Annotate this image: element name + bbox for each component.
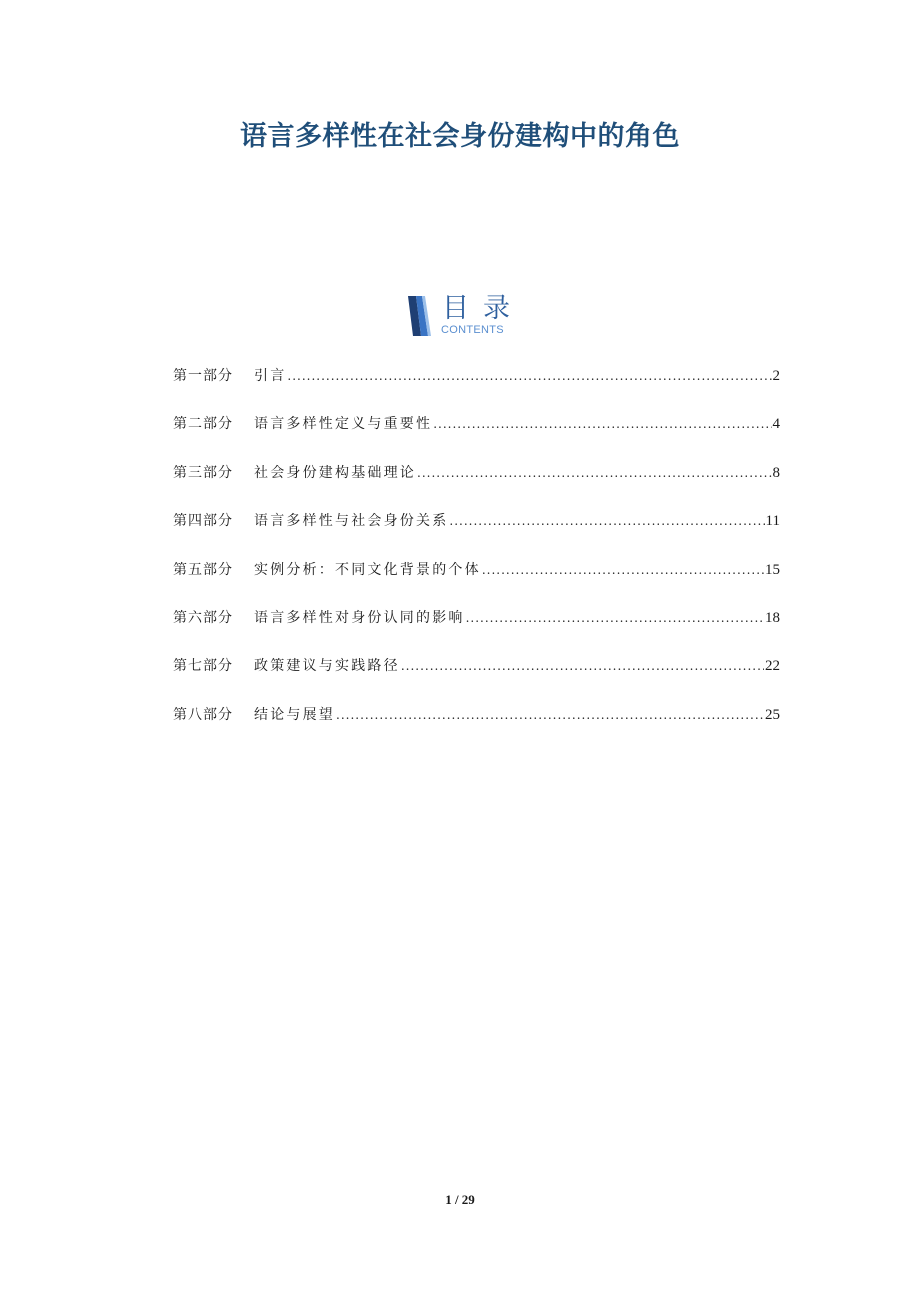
toc-entry-label: 引言: [254, 368, 287, 384]
toc-entry-part: 第五部分: [173, 561, 233, 578]
toc-entry-label: 结论与展望: [254, 706, 335, 723]
toc-entry-8[interactable]: [173, 705, 780, 753]
toc-entry-2[interactable]: [173, 414, 780, 462]
toc-leader-dots: [449, 511, 764, 531]
toc-entry-page: 11: [765, 513, 780, 530]
toc-entry-part: 第六部分: [173, 609, 233, 626]
toc-header: [404, 294, 534, 340]
toc-entry-page: 25: [765, 706, 780, 723]
book-stripes-logo-icon: [404, 294, 434, 338]
toc-entry-part: 第一部分: [173, 368, 233, 384]
toc-entry-page: 15: [765, 561, 780, 578]
toc-entry-page: 2: [772, 368, 780, 384]
toc-entry-page: 8: [772, 464, 780, 481]
toc-list: [173, 366, 780, 753]
document-title: 语言多样性在社会身份建构中的角色: [240, 121, 680, 152]
toc-leader-dots: [466, 608, 764, 628]
toc-subheading: CONTENTS: [441, 324, 504, 336]
page-number-indicator: 1 / 29: [445, 1192, 475, 1207]
toc-entry-label: 语言多样性定义与重要性: [254, 416, 433, 433]
toc-entry-part: 第八部分: [173, 706, 233, 723]
toc-entry-page: 4: [772, 416, 780, 433]
toc-leader-dots: [482, 560, 764, 580]
toc-entry-part: 第七部分: [173, 658, 233, 675]
toc-entry-label: 语言多样性对身份认同的影响: [254, 609, 465, 626]
toc-entry-label: 社会身份建构基础理论: [254, 464, 416, 481]
toc-entry-label: 语言多样性与社会身份关系: [254, 513, 449, 530]
toc-entry-page: 22: [765, 658, 780, 675]
toc-leader-dots: [401, 656, 764, 676]
toc-entry-part: 第三部分: [173, 464, 233, 481]
toc-entry-page: 18: [765, 609, 780, 626]
toc-leader-dots: [287, 366, 771, 386]
toc-entry-part: 第二部分: [173, 416, 233, 433]
toc-entry-label: 实例分析：不同文化背景的个体: [254, 561, 481, 578]
toc-leader-dots: [433, 414, 771, 434]
toc-entry-7[interactable]: [173, 656, 780, 704]
toc-entry-3[interactable]: [173, 463, 780, 511]
toc-entry-4[interactable]: [173, 511, 780, 559]
toc-entry-6[interactable]: [173, 608, 780, 656]
toc-leader-dots: [336, 705, 764, 725]
toc-entry-part: 第四部分: [173, 513, 233, 530]
toc-entry-label: 政策建议与实践路径: [254, 658, 400, 675]
toc-entry-5[interactable]: [173, 560, 780, 608]
toc-heading: 目录: [442, 293, 524, 324]
toc-leader-dots: [417, 463, 772, 483]
toc-entry-1[interactable]: [173, 366, 780, 414]
